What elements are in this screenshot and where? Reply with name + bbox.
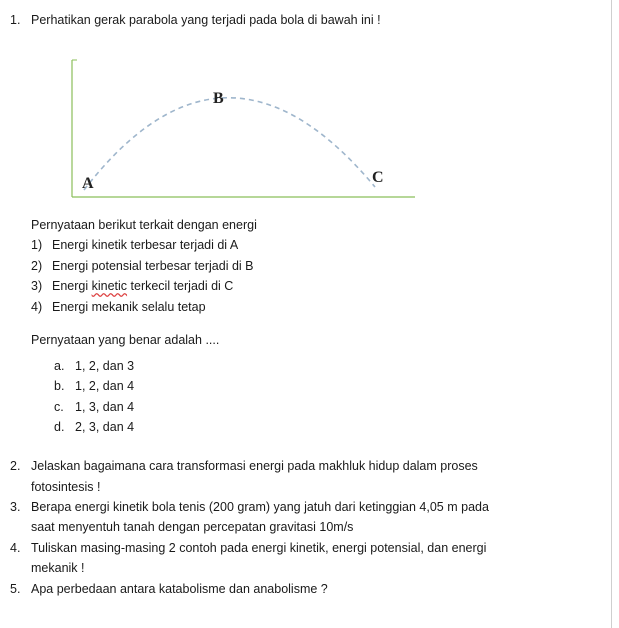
statement-text-part: Energi [52, 279, 92, 293]
q4-text-line2: mekanik ! [31, 561, 85, 575]
q5-number: 5. [10, 582, 21, 596]
option-text: 2, 3, dan 4 [75, 420, 135, 434]
projectile-figure [60, 52, 425, 207]
q2-number: 2. [10, 459, 21, 473]
page-edge-divider [611, 0, 612, 628]
parabola-trajectory [84, 98, 375, 190]
statement-text: Energi potensial terbesar terjadi di B [52, 259, 254, 273]
statement-intro: Pernyataan berikut terkait dengan energi [31, 218, 257, 232]
q4-number: 4. [10, 541, 21, 555]
q2-text-line1: Jelaskan bagaimana cara transformasi energi pada makhluk hidup dalam proses [31, 459, 478, 473]
statement-text: Energi mekanik selalu tetap [52, 300, 206, 314]
option-text: 1, 3, dan 4 [75, 400, 135, 414]
q3-text-line1: Berapa energi kinetik bola tenis (200 gram) yang jatuh dari ketinggian 4,05 m pada [31, 500, 489, 514]
option-letter: b. [54, 379, 65, 393]
statement-text [52, 279, 233, 293]
statement-text-part: terkecil terjadi di C [127, 279, 234, 293]
point-c-label: C [372, 169, 384, 186]
q3-text-line2: saat menyentuh tanah dengan percepatan gravitasi 10m/s [31, 520, 354, 534]
projectile-diagram [60, 52, 425, 207]
option-text: 1, 2, dan 4 [75, 379, 135, 393]
q4-text-line1: Tuliskan masing-masing 2 contoh pada energi kinetik, energi potensial, dan energi [31, 541, 487, 555]
option-text: 1, 2, dan 3 [75, 359, 135, 373]
q1-number: 1. [10, 13, 21, 27]
question-text: Pernyataan yang benar adalah .... [31, 333, 220, 347]
statement-number: 3) [31, 279, 43, 293]
option-letter: d. [54, 420, 65, 434]
option-letter: c. [54, 400, 64, 414]
point-a-label: A [82, 175, 94, 192]
option-letter: a. [54, 359, 65, 373]
statement-number: 1) [31, 238, 43, 252]
spellcheck-flagged-word: kinetic [91, 279, 128, 293]
q2-text-line2: fotosintesis ! [31, 480, 101, 494]
q3-number: 3. [10, 500, 21, 514]
statement-text: Energi kinetik terbesar terjadi di A [52, 238, 239, 252]
q5-text-line1: Apa perbedaan antara katabolisme dan anabolisme ? [31, 582, 328, 596]
point-b-label: B [213, 90, 224, 107]
q1-prompt: Perhatikan gerak parabola yang terjadi pada bola di bawah ini ! [31, 13, 381, 27]
statement-number: 4) [31, 300, 43, 314]
statement-number: 2) [31, 259, 43, 273]
